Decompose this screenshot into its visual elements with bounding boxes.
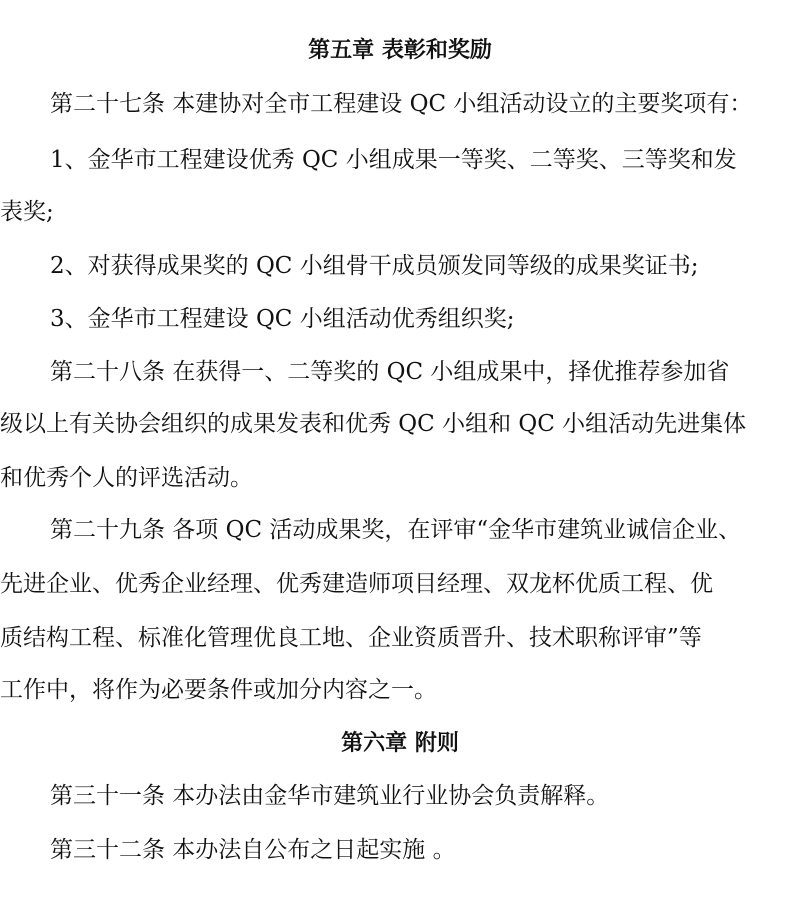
- article-28-line-2: 级以上有关协会组织的成果发表和优秀 QC 小组和 QC 小组活动先进集体: [0, 411, 747, 437]
- article-28-line-3: 和优秀个人的评选活动。: [0, 465, 253, 491]
- article-29-line-2: 先进企业、优秀企业经理、优秀建造师项目经理、双龙杯优质工程、优: [0, 571, 713, 597]
- article-27-item-3: 3、金华市工程建设 QC 小组活动优秀组织奖;: [50, 306, 515, 332]
- article-28-line-1: 第二十八条 在获得一、二等奖的 QC 小组成果中，择优推荐参加省: [50, 359, 730, 385]
- article-27: 第二十七条 本建协对全市工程建设 QC 小组活动设立的主要奖项有：: [50, 91, 753, 117]
- chapter-6-title: 第六章 附则: [341, 731, 459, 756]
- article-27-item-2: 2、对获得成果奖的 QC 小组骨干成员颁发同等级的成果奖证书;: [50, 253, 699, 279]
- article-29-line-1: 第二十九条 各项 QC 活动成果奖，在评审“金华市建筑业诚信企业、: [50, 517, 742, 543]
- article-27-item-1-line-1: 1、金华市工程建设优秀 QC 小组成果一等奖、二等奖、三等奖和发: [50, 147, 737, 173]
- article-27-item-1-line-2: 表奖;: [0, 199, 54, 225]
- article-29-line-3: 质结构工程、标准化管理优良工地、企业资质晋升、技术职称评审”等: [0, 625, 702, 651]
- chapter-5-title: 第五章 表彰和奖励: [308, 38, 492, 63]
- article-32: 第三十二条 本办法自公布之日起实施 。: [50, 837, 456, 863]
- article-31: 第三十一条 本办法由金华市建筑业行业协会负责解释。: [50, 783, 610, 809]
- article-29-line-4: 工作中，将作为必要条件或加分内容之一。: [0, 677, 437, 703]
